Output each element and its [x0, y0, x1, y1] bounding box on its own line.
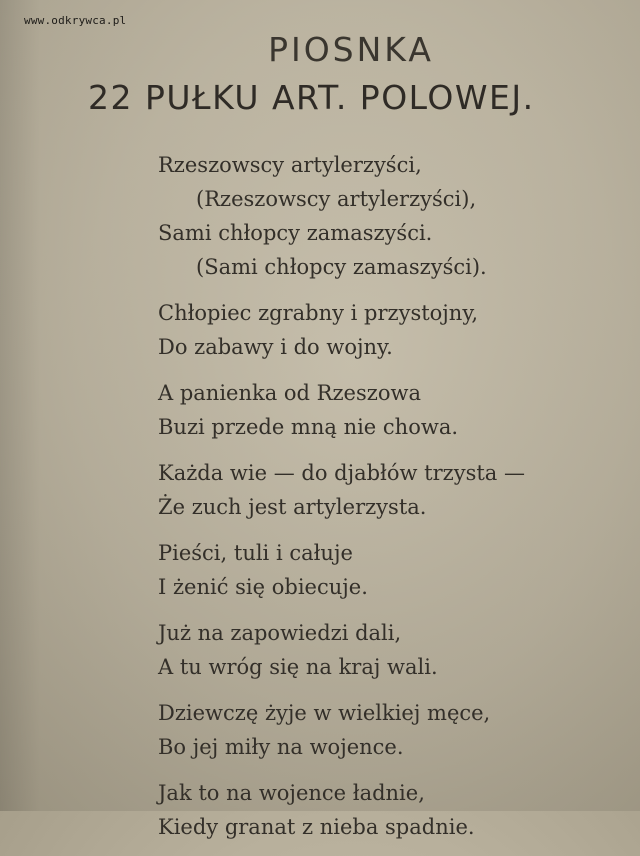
poem-line: Każda wie — do djabłów trzysta — — [158, 461, 525, 485]
poem-line: Już na zapowiedzi dali, — [158, 621, 402, 645]
stanza-4 — [158, 456, 608, 524]
poem-line: Bo jej miły na wojence. — [158, 735, 404, 759]
poem-line: Sami chłopcy zamaszyści. — [158, 221, 433, 245]
poem-line: (Sami chłopcy zamaszyści). — [196, 255, 487, 279]
stanza-7 — [158, 696, 608, 764]
poem-line: (Rzeszowscy artylerzyści), — [196, 187, 477, 211]
stanza-8 — [158, 776, 608, 844]
poem-line: Że zuch jest artylerzysta. — [158, 495, 427, 519]
poem-line: Jak to na wojence ładnie, — [158, 781, 425, 805]
stanza-6 — [158, 616, 608, 684]
poem-line: A panienka od Rzeszowa — [158, 381, 421, 405]
poem-line: Buzi przede mną nie chowa. — [158, 415, 459, 439]
stanza-1 — [158, 148, 608, 284]
stanza-5 — [158, 536, 608, 604]
poem-line: I żenić się obiecuje. — [158, 575, 368, 599]
poem-line: Kiedy granat z nieba spadnie. — [158, 815, 475, 839]
poem-line: Dziewczę żyje w wielkiej męce, — [158, 701, 491, 725]
poem-line: Do zabawy i do wojny. — [158, 335, 393, 359]
poem — [158, 148, 608, 856]
watermark: www.odkrywca.pl — [24, 14, 127, 27]
poem-line: Pieści, tuli i całuje — [158, 541, 353, 565]
title-line-2: 22 PUŁKU ART. POLOWEJ. — [88, 78, 535, 117]
poem-line: Chłopiec zgrabny i przystojny, — [158, 301, 479, 325]
stanza-2 — [158, 296, 608, 364]
poem-line: Rzeszowscy artylerzyści, — [158, 153, 422, 177]
title-line-1: PIOSNKA — [268, 30, 434, 69]
stanza-3 — [158, 376, 608, 444]
poem-line: A tu wróg się na kraj wali. — [158, 655, 438, 679]
